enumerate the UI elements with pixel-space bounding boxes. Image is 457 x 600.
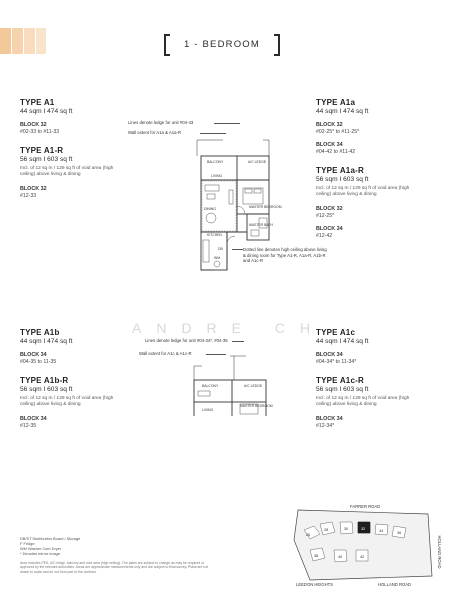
unit-variant-name: TYPE A1b-R xyxy=(20,376,69,385)
accent-stripes xyxy=(0,28,46,54)
room-label-master-bedroom: MASTER BEDROOM xyxy=(240,404,273,408)
site-key-plan xyxy=(290,500,440,588)
room-label-dining: DINING xyxy=(204,207,216,211)
accent-stripe xyxy=(12,28,23,54)
block-label: BLOCK 34 xyxy=(316,352,343,358)
block-label: BLOCK 32 xyxy=(20,122,47,128)
room-label-master-bath: MASTER BATH xyxy=(249,223,273,227)
unit-name: TYPE A1b xyxy=(20,328,60,337)
leader-line xyxy=(232,341,244,342)
unit-size: 44 sqm I 474 sq ft xyxy=(20,338,73,345)
unit-range: #12-35 xyxy=(20,422,37,429)
ledge-note: Lines denote ledge for unit #04-34*, #04-35 xyxy=(145,338,228,343)
balcony-furniture xyxy=(198,391,210,396)
unit-variant-size: 56 sqm I 603 sq ft xyxy=(20,386,73,393)
bed xyxy=(243,188,263,204)
void-note: Incl. of 12 sq m / 129 sq ft of void area (high ceiling) above living & dining xyxy=(316,186,410,198)
leader-line xyxy=(206,354,226,355)
unit-range: #12-34* xyxy=(316,422,335,429)
pillow xyxy=(245,189,252,193)
room-label-balcony: BALCONY xyxy=(207,160,224,164)
unit-variant-name: TYPE A1c-R xyxy=(316,376,364,385)
unit-type-a1c xyxy=(316,328,424,429)
unit-variant-size: 56 sqm I 603 sq ft xyxy=(20,156,73,163)
block-number: 32 xyxy=(361,527,366,531)
unit-range: #04-35 to 11-35 xyxy=(20,359,57,365)
unit-name: TYPE A1 xyxy=(20,98,55,107)
unit-size: 44 sqm I 474 sq ft xyxy=(316,108,369,115)
block-number: 34 xyxy=(379,529,384,533)
unit-range: #12-33 xyxy=(20,192,37,199)
road-label-farrer: FARRER ROAD xyxy=(350,504,381,509)
block-label: BLOCK 34 xyxy=(316,415,343,422)
block-label: BLOCK 32 xyxy=(316,122,343,128)
block-number: 30 xyxy=(344,527,349,531)
accent-stripe xyxy=(24,28,35,54)
site-boundary xyxy=(294,510,432,580)
unit-range: #02-25* to #11-25* xyxy=(316,129,360,135)
ledge-note: Lines denote ledge for unit #04-43 xyxy=(128,120,194,125)
block-label: BLOCK 34 xyxy=(20,352,47,358)
road-label-leedon-heights: LEEDON HEIGHTS xyxy=(296,582,333,587)
leader-line xyxy=(214,123,240,124)
washer xyxy=(214,261,220,267)
room-label-kitchen: KITCHEN xyxy=(207,233,222,237)
wall-extent-note: Wall extent for A1c & A1c-R xyxy=(139,351,192,356)
page-title-frame xyxy=(164,34,280,56)
block-number: 42 xyxy=(360,555,365,559)
road-label-holland: HOLLAND ROAD xyxy=(378,582,412,587)
legend-line: * Denotes mirror image xyxy=(20,551,61,557)
dotted-line-note: Dotted line denotes high ceiling above living & dining room for Type A1-R, A1a-R, A1b-R and A1c-R xyxy=(243,247,327,264)
unit-name: TYPE A1c xyxy=(316,328,356,337)
unit-type-a1a xyxy=(316,98,424,239)
unit-size: 44 sqm I 474 sq ft xyxy=(20,108,73,115)
unit-type-a1b xyxy=(20,328,128,429)
bracket-right xyxy=(274,34,280,56)
unit-variant-name: TYPE A1a-R xyxy=(316,166,364,175)
block-label: BLOCK 32 xyxy=(316,205,343,212)
legend-line: F Fridge xyxy=(20,541,35,547)
block-number: 40 xyxy=(338,555,343,559)
dining-table xyxy=(206,213,216,223)
unit-name: TYPE A1a xyxy=(316,98,356,107)
void-note: Incl. of 12 sq m / 129 sq ft of void area (high ceiling) above living & dining xyxy=(20,166,114,178)
room-label-db: DB xyxy=(218,247,223,251)
room-label-wm: WM xyxy=(214,256,221,260)
accent-stripe xyxy=(36,28,46,54)
disclaimer: Area includes PES, A/C ledge, balcony and void area (high ceiling). The plans are subject to change as may be required or approved by the relevant authorities. Areas are approximate measurements only and are subject to final survey. Plans are not drawn to scale and do not form part of the contract. xyxy=(20,560,209,574)
watermark: ANDRE CH xyxy=(132,320,326,336)
unit-variant-name: TYPE A1-R xyxy=(20,146,64,155)
kitchen-counter xyxy=(203,240,209,262)
void-note: Incl. of 12 sq m / 129 sq ft of void area (high ceiling) above living & dining xyxy=(316,396,410,408)
legend-line: DB/ST Distribution Board / Storage xyxy=(20,536,81,541)
page-title: 1 - BEDROOM xyxy=(183,39,260,50)
pillow xyxy=(254,189,261,193)
unit-range: #02-33 to #11-33 xyxy=(20,129,60,135)
room-label-living: LIVING xyxy=(211,174,223,178)
block-number: 28 xyxy=(324,528,329,532)
sofa xyxy=(205,185,219,191)
room-label-master-bedroom: MASTER BEDROOM xyxy=(249,205,282,209)
road-label-holland-vertical: HOLLAND ROAD xyxy=(437,535,442,569)
toilet xyxy=(251,230,259,236)
floor-plan-a1 xyxy=(193,140,282,270)
void-note: Incl. of 12 sq m / 129 sq ft of void area (high ceiling) above living & dining xyxy=(20,396,114,408)
door-swing xyxy=(227,236,235,244)
legend xyxy=(20,536,210,574)
legend-line: WM Washer Cum Dryer xyxy=(20,546,62,552)
block-number: 36 xyxy=(397,531,402,535)
block-label: BLOCK 34 xyxy=(316,142,343,148)
wall-extent-note: Wall extent for A1a & A1a-R xyxy=(128,130,182,135)
block-number: 26 xyxy=(306,533,311,537)
unit-range: #12-42 xyxy=(316,232,333,239)
unit-range: #12-25* xyxy=(316,212,335,219)
block-label: BLOCK 34 xyxy=(20,415,47,422)
block-label: BLOCK 32 xyxy=(20,185,47,192)
unit-range: #04-42 to #11-42 xyxy=(316,149,356,155)
room-label-ac-ledge: A/C LEDGE xyxy=(244,384,263,388)
tv-console xyxy=(229,190,233,204)
room-label-ac-ledge: A/C LEDGE xyxy=(248,160,267,164)
floor-plan-a1b xyxy=(190,356,273,416)
block-label: BLOCK 34 xyxy=(316,225,343,232)
unit-variant-size: 56 sqm I 603 sq ft xyxy=(316,176,369,183)
door-swing xyxy=(237,206,245,214)
room-label-balcony: BALCONY xyxy=(202,384,219,388)
accent-stripe xyxy=(0,28,11,54)
unit-range: #04-34* to 11-34* xyxy=(316,359,357,365)
leader-line xyxy=(200,133,226,134)
coffee-table xyxy=(207,194,215,199)
unit-size: 44 sqm I 474 sq ft xyxy=(316,338,369,345)
room-label-living: LIVING xyxy=(202,408,214,412)
block-number: 38 xyxy=(314,554,319,558)
unit-type-a1 xyxy=(20,98,128,199)
unit-variant-size: 56 sqm I 603 sq ft xyxy=(316,386,369,393)
